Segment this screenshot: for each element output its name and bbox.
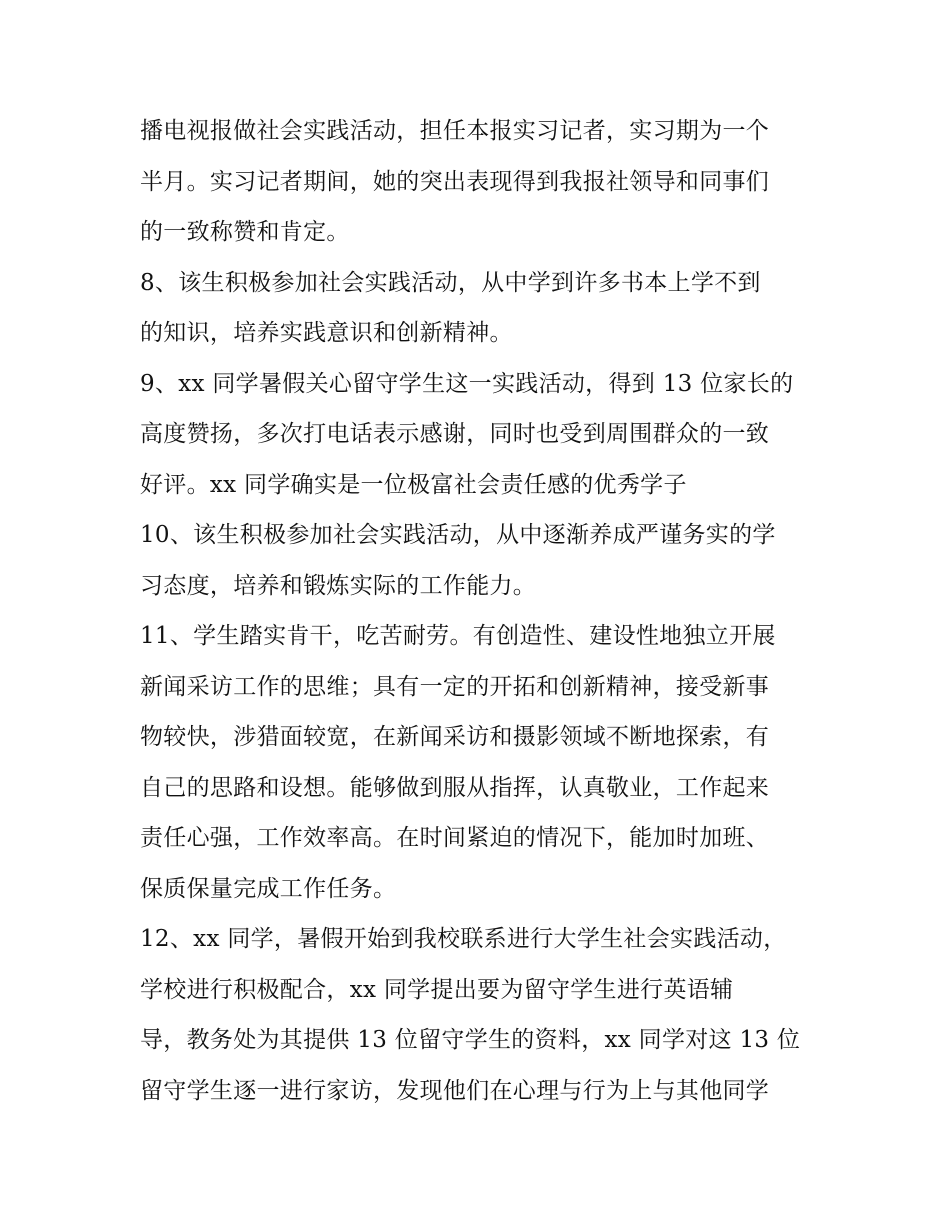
text-line: 12、xx 同学，暑假开始到我校联系进行大学生社会实践活动， bbox=[140, 926, 787, 952]
document-body bbox=[140, 106, 830, 1116]
text-line: 物较快，涉猎面较宽，在新闻采访和摄影领域不断地探索，有 bbox=[140, 724, 770, 750]
text-line: 新闻采访工作的思维；具有一定的开拓和创新精神，接受新事 bbox=[140, 673, 770, 700]
text-line: 导，教务处为其提供 13 位留守学生的资料，xx 同学对这 13 位 bbox=[140, 1027, 801, 1053]
text-line: 8、该生积极参加社会实践活动，从中学到许多书本上学不到 bbox=[140, 269, 761, 296]
text-line: 9、xx 同学暑假关心留守学生这一实践活动，得到 13 位家长的 bbox=[140, 370, 794, 397]
text-line: 习态度，培养和锻炼实际的工作能力。 bbox=[140, 572, 537, 599]
text-line: 播电视报做社会实践活动，担任本报实习记者，实习期为一个 bbox=[140, 118, 770, 144]
text-line: 高度赞扬，多次打电话表示感谢，同时也受到周围群众的一致 bbox=[140, 421, 770, 447]
text-line: 留守学生逐一进行家访，发现他们在心理与行为上与其他同学 bbox=[140, 1077, 770, 1104]
text-line: 的一致称赞和肯定。 bbox=[140, 219, 350, 245]
text-line: 责任心强，工作效率高。在时间紧迫的情况下，能加时加班、 bbox=[140, 825, 770, 851]
text-line: 保质保量完成工作任务。 bbox=[140, 875, 397, 902]
text-line: 半月。实习记者期间，她的突出表现得到我报社领导和同事们 bbox=[140, 168, 770, 195]
text-line: 10、该生积极参加社会实践活动，从中逐渐养成严谨务实的学 bbox=[140, 522, 776, 548]
text-line: 好评。xx 同学确实是一位极富社会责任感的优秀学子 bbox=[140, 471, 687, 498]
text-line: 学校进行积极配合，xx 同学提出要为留守学生进行英语辅 bbox=[140, 976, 734, 1003]
text-line: 的知识，培养实践意识和创新精神。 bbox=[140, 320, 513, 346]
text-line: 11、学生踏实肯干，吃苦耐劳。有创造性、建设性地独立开展 bbox=[140, 623, 776, 649]
text-line: 自己的思路和设想。能够做到服从指挥，认真敬业，工作起来 bbox=[140, 774, 770, 801]
